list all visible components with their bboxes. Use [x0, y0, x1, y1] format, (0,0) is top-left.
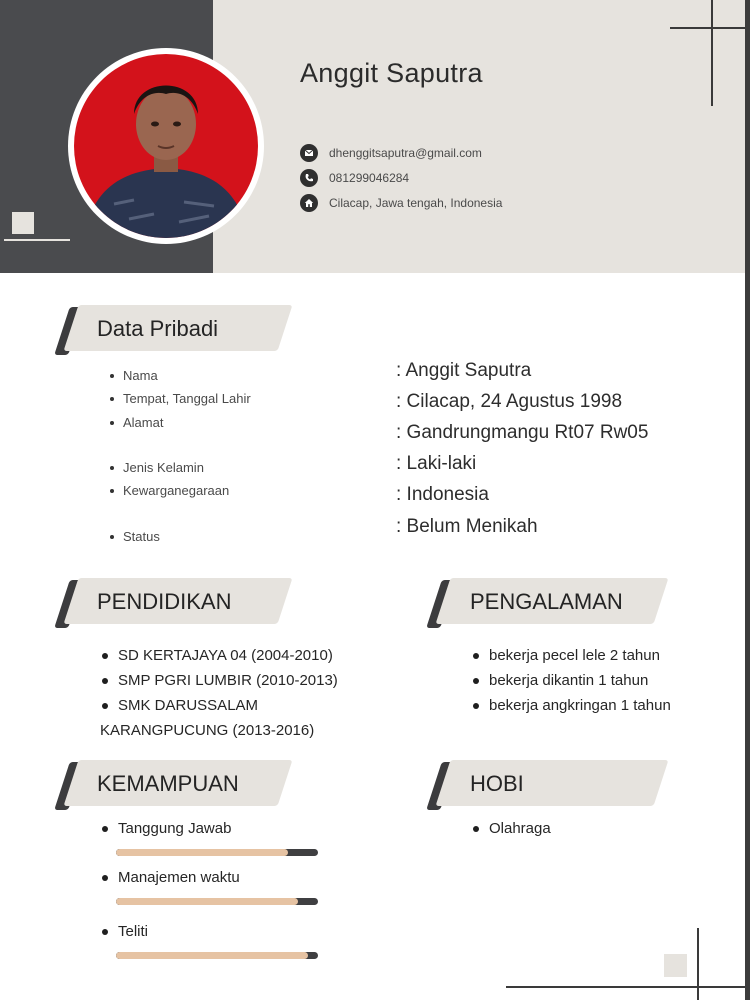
contact-address — [300, 190, 502, 215]
header-beige-panel — [213, 0, 750, 273]
contact-email — [300, 140, 502, 165]
education-item: SMP PGRI LUMBIR (2010-2013) — [100, 668, 338, 693]
decor-cross-vertical-bottom — [697, 928, 699, 1000]
experience-item: bekerja pecel lele 2 tahun — [471, 643, 671, 668]
section-title-experience: PENGALAMAN — [470, 589, 623, 614]
skill-level-bar — [116, 952, 318, 959]
profile-photo — [68, 48, 264, 244]
decor-cross-vertical — [711, 0, 713, 106]
section-title-skills: KEMAMPUAN — [97, 771, 239, 796]
personal-value: : Indonesia — [396, 484, 489, 505]
profile-photo-image — [74, 54, 258, 238]
phone-icon — [300, 169, 318, 187]
personal-value: : Cilacap, 24 Agustus 1998 — [396, 391, 623, 412]
hobby-list — [471, 816, 551, 841]
decor-line — [4, 239, 70, 241]
contact-email-text: dhenggitsaputra@gmail.com — [329, 145, 482, 160]
personal-value: : Anggit Saputra — [396, 360, 532, 381]
section-title-hobbies: HOBI — [470, 771, 524, 796]
skill-name: Teliti — [100, 923, 148, 940]
contact-phone-text: 081299046284 — [329, 170, 410, 185]
decor-cross-horizontal-bottom — [506, 986, 750, 988]
education-item: SMK DARUSSALAM KARANGPUCUNG (2013-2016) — [100, 693, 338, 743]
contact-address-text: Cilacap, Jawa tengah, Indonesia — [329, 195, 503, 210]
contact-phone — [300, 165, 502, 190]
personal-key: Jenis Kelamin — [108, 460, 204, 475]
skill-level-bar — [116, 849, 318, 856]
personal-key: Nama — [108, 368, 158, 383]
experience-item: bekerja dikantin 1 tahun — [471, 668, 671, 693]
skill-item — [100, 869, 240, 886]
section-title-education: PENDIDIKAN — [97, 589, 232, 614]
contact-list — [300, 140, 502, 215]
mail-icon — [300, 144, 318, 162]
skill-level-bar — [116, 898, 318, 905]
hobby-item: Olahraga — [471, 816, 551, 841]
personal-key: Kewarganegaraan — [108, 483, 229, 498]
decor-square-bottom — [664, 954, 687, 977]
experience-list — [471, 643, 671, 718]
section-title-personal: Data Pribadi — [97, 316, 219, 341]
skill-level-fill — [116, 952, 308, 959]
education-item: SD KERTAJAYA 04 (2004-2010) — [100, 643, 338, 668]
skill-level-fill — [116, 898, 298, 905]
candidate-name: Anggit Saputra — [300, 58, 483, 88]
skill-level-fill — [116, 849, 288, 856]
skill-name: Tanggung Jawab — [100, 820, 231, 837]
personal-value: : Belum Menikah — [396, 516, 538, 537]
personal-value: : Gandrungmangu Rt07 Rw05 — [396, 422, 649, 443]
home-icon — [300, 194, 318, 212]
skill-name: Manajemen waktu — [100, 869, 240, 886]
skill-item — [100, 820, 231, 837]
page-edge — [745, 0, 750, 1000]
education-list — [100, 643, 338, 743]
decor-cross-horizontal — [670, 27, 750, 29]
personal-key: Status — [108, 529, 160, 544]
personal-value: : Laki-laki — [396, 453, 477, 474]
personal-key: Tempat, Tanggal Lahir — [108, 391, 251, 406]
decor-square — [12, 212, 34, 234]
experience-item: bekerja angkringan 1 tahun — [471, 693, 671, 718]
personal-key: Alamat — [108, 415, 163, 430]
skill-item — [100, 923, 148, 940]
